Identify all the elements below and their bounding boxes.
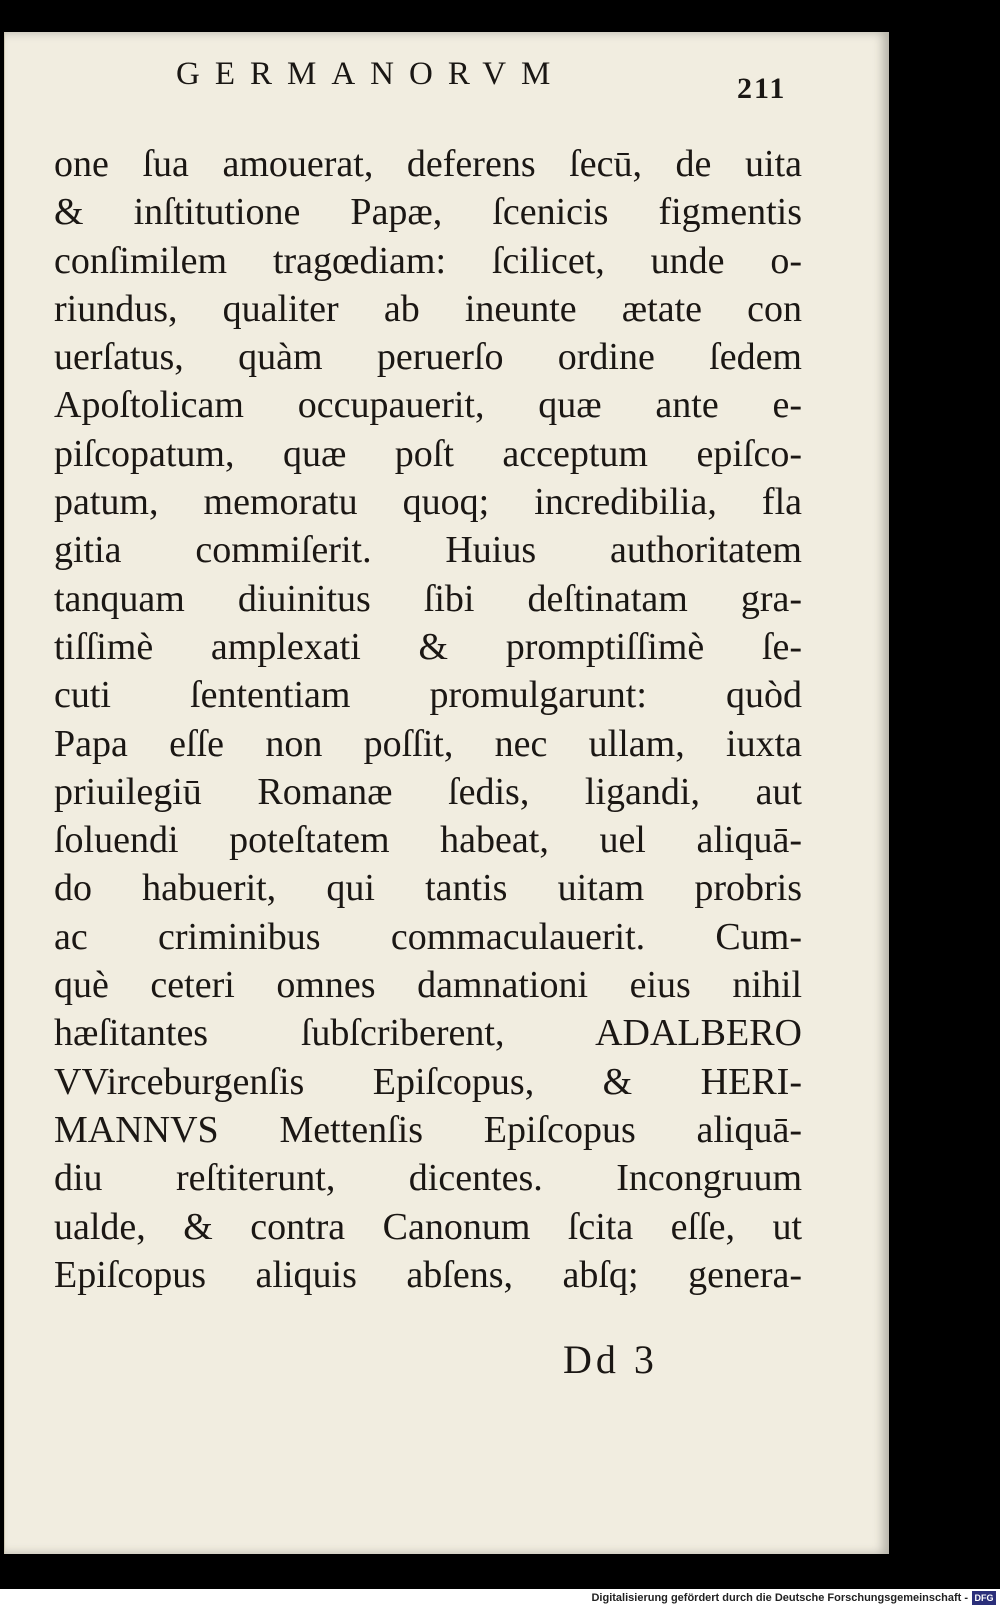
text-line: tiſſimè amplexati & promptiſſimè ſe- [54, 625, 802, 668]
text-line: conſimilem tragœdiam: ſcilicet, unde o- [54, 239, 802, 282]
catchword-signature: Dd 3 [563, 1337, 658, 1382]
dfg-logo-icon: DFG [972, 1591, 996, 1605]
text-line: cuti ſententiam promulgarunt: quòd [54, 674, 802, 717]
text-line: tanquam diuinitus ſibi deſtinatam gra- [54, 577, 802, 620]
text-line: priuilegiū Romanæ ſedis, ligandi, aut [54, 770, 802, 813]
text-line: patum, memoratu quoq; incredibilia, fla [54, 481, 802, 524]
text-line: diu reſtiterunt, dicentes. Incongruum [54, 1157, 802, 1200]
text-line: ualde, & contra Canonum ſcita eſſe, ut [54, 1205, 802, 1248]
running-head: GERMANORVM [176, 56, 566, 92]
text-line: uerſatus, quàm peruerſo ordine ſedem [54, 336, 802, 379]
text-line: one ſua amouerat, deferens ſecū, de uita [54, 143, 802, 185]
text-line: VVirceburgenſis Epiſcopus, & HERI- [54, 1060, 802, 1103]
page-number: 211 [737, 72, 787, 105]
body-text [54, 140, 802, 1299]
text-line: & inſtitutione Papæ, ſcenicis figmentis [54, 191, 802, 234]
text-line: Papa eſſe non poſſit, nec ullam, iuxta [54, 722, 802, 765]
text-line: Epiſcopus aliquis abſens, abſq; genera- [54, 1253, 802, 1296]
text-line: ac criminibus commaculauerit. Cum- [54, 915, 802, 958]
text-line: hæſitantes ſubſcriberent, ADALBERO [54, 1012, 802, 1055]
text-line: gitia commiſerit. Huius authoritatem [54, 529, 802, 572]
funding-credit: Digitalisierung gefördert durch die Deutsche Forschungsgemeinschaft - [591, 1592, 968, 1604]
text-line: MANNVS Mettenſis Epiſcopus aliquā- [54, 1108, 802, 1151]
text-line: Apoſtolicam occupauerit, quæ ante e- [54, 384, 802, 427]
text-line: do habuerit, qui tantis uitam probris [54, 867, 802, 910]
text-line: piſcopatum, quæ poſt acceptum epiſco- [54, 432, 802, 475]
text-line: què ceteri omnes damnationi eius nihil [54, 964, 802, 1007]
text-line: ſoluendi poteſtatem habeat, uel aliquā- [54, 819, 802, 862]
text-line: riundus, qualiter ab ineunte ætate con [54, 287, 802, 330]
